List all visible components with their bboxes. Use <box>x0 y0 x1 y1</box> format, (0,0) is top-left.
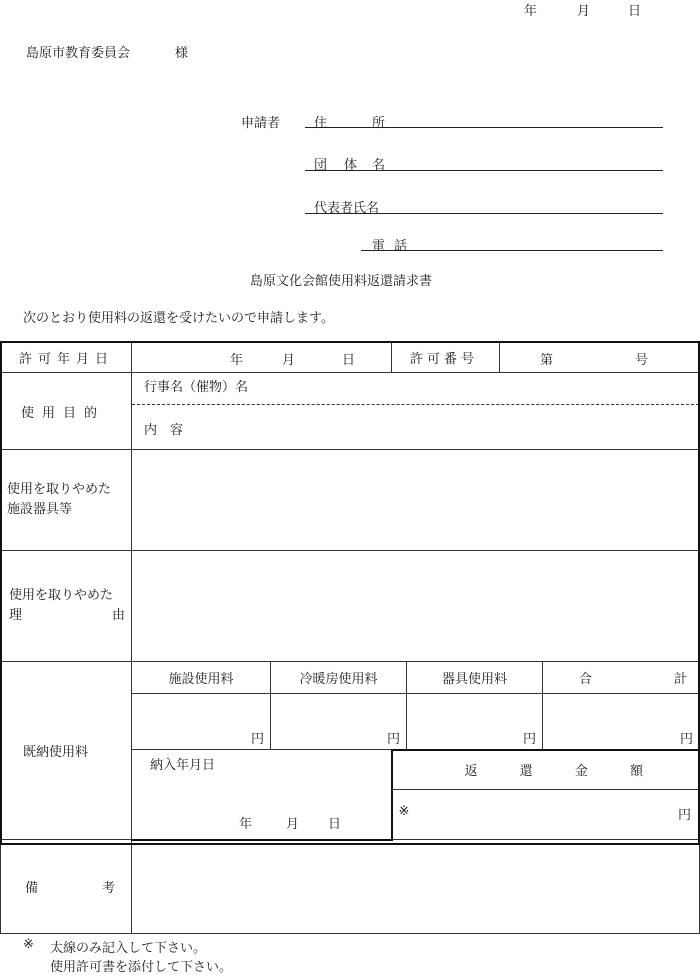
total-fee-yen: 円 <box>680 731 694 747</box>
cancelled-facility-label-2: 施設器具等 <box>7 502 73 517</box>
phone-label-b: 話 <box>394 239 408 254</box>
event-name-label: 行事名（催物）名 <box>144 380 249 395</box>
note-line-1: 太線のみ記入して下さい。 <box>50 941 207 956</box>
purpose-divider <box>132 404 699 405</box>
facility-fee-header <box>132 662 271 694</box>
permit-no-label-cell <box>392 342 500 373</box>
purpose-field[interactable] <box>132 373 700 450</box>
paid-fee-label: 既納使用料 <box>23 745 89 760</box>
aircon-fee-yen: 円 <box>386 731 400 747</box>
date-year-label: 年 <box>524 4 538 19</box>
content-label: 内 容 <box>144 423 184 438</box>
aircon-fee-label: 冷暖房使用料 <box>299 672 378 687</box>
remarks-label-cell <box>1 840 132 934</box>
cancelled-facility-label-1: 使用を取りやめた <box>7 482 112 497</box>
group-label-a: 団 <box>314 158 328 173</box>
applicant-label: 申請者 <box>241 116 281 131</box>
recipient-suffix: 様 <box>175 46 189 61</box>
recipient: 島原市教育委員会 <box>26 46 131 61</box>
cancelled-facility-label-cell <box>1 450 132 551</box>
cancel-reason-label-cell <box>1 551 132 662</box>
permit-no-label: 許可番号 <box>410 351 479 367</box>
cancel-reason-field[interactable] <box>132 551 700 662</box>
phone-field[interactable] <box>361 250 663 251</box>
note-line-2: 使用許可書を添付して下さい。 <box>50 960 233 975</box>
representative-label: 代表者氏名 <box>314 201 380 216</box>
total-label-b: 計 <box>674 672 688 687</box>
permit-date-label: 許可年月日 <box>19 351 115 367</box>
permit-date-day: 日 <box>342 353 356 368</box>
cancel-reason-label-2b: 由 <box>111 608 125 623</box>
total-header <box>543 662 700 694</box>
permit-date-label-cell <box>1 342 132 373</box>
group-label-c: 名 <box>372 158 386 173</box>
equipment-fee-header <box>407 662 543 694</box>
permit-date-field[interactable] <box>132 342 392 373</box>
paid-fee-label-cell <box>1 662 132 840</box>
payment-month: 月 <box>286 817 300 832</box>
equipment-fee-field[interactable] <box>407 694 543 750</box>
remarks-field[interactable] <box>132 840 700 934</box>
purpose-label-cell <box>1 373 132 450</box>
total-label-a: 合 <box>579 672 593 687</box>
date-day-label: 日 <box>628 4 642 19</box>
address-label-b: 所 <box>372 116 386 131</box>
refund-label-3: 金 <box>574 764 588 780</box>
refund-header <box>392 750 700 790</box>
remarks-label-b: 考 <box>101 881 115 896</box>
refund-label-4: 額 <box>629 764 643 780</box>
phone-label-a: 電 <box>372 239 386 254</box>
refund-label-2: 還 <box>519 764 533 780</box>
refund-yen: 円 <box>678 808 692 823</box>
refund-mark: ※ <box>398 804 410 819</box>
permit-no-prefix: 第 <box>540 353 554 368</box>
address-label-a: 住 <box>314 116 328 131</box>
application-form-table <box>0 341 700 934</box>
group-name-field[interactable] <box>305 170 663 171</box>
equipment-fee-yen: 円 <box>523 731 537 747</box>
facility-fee-label: 施設使用料 <box>168 672 234 687</box>
date-month-label: 月 <box>577 4 591 19</box>
group-label-b: 体 <box>344 158 358 173</box>
intro-text: 次のとおり使用料の返還を受けたいので申請します。 <box>23 311 334 326</box>
document-title: 島原文化会館使用料返還請求書 <box>250 274 433 289</box>
representative-field[interactable] <box>305 213 663 214</box>
purpose-label: 使用目的 <box>21 405 106 421</box>
permit-date-year: 年 <box>230 353 244 368</box>
total-fee-field[interactable] <box>543 694 700 750</box>
cancel-reason-label-2a: 理 <box>9 608 23 623</box>
facility-fee-yen: 円 <box>250 732 264 747</box>
equipment-fee-label: 器具使用料 <box>442 672 508 687</box>
payment-date-field[interactable] <box>132 750 392 840</box>
refund-label-1: 返 <box>464 764 478 780</box>
cancelled-facility-field[interactable] <box>132 450 700 551</box>
facility-fee-field[interactable] <box>132 694 271 750</box>
payment-date-label: 納入年月日 <box>150 758 216 773</box>
permit-no-field[interactable] <box>500 342 700 373</box>
aircon-fee-field[interactable] <box>271 694 407 750</box>
permit-no-suffix: 号 <box>635 353 649 368</box>
aircon-fee-header <box>271 662 407 694</box>
address-field[interactable] <box>305 127 663 128</box>
note-mark: ※ <box>23 937 34 952</box>
remarks-label-a: 備 <box>25 881 39 896</box>
payment-year: 年 <box>239 817 253 832</box>
permit-date-month: 月 <box>282 353 296 368</box>
cancel-reason-label-1: 使用を取りやめた <box>9 588 114 603</box>
refund-amount-field[interactable] <box>392 790 700 840</box>
payment-day: 日 <box>328 817 342 832</box>
